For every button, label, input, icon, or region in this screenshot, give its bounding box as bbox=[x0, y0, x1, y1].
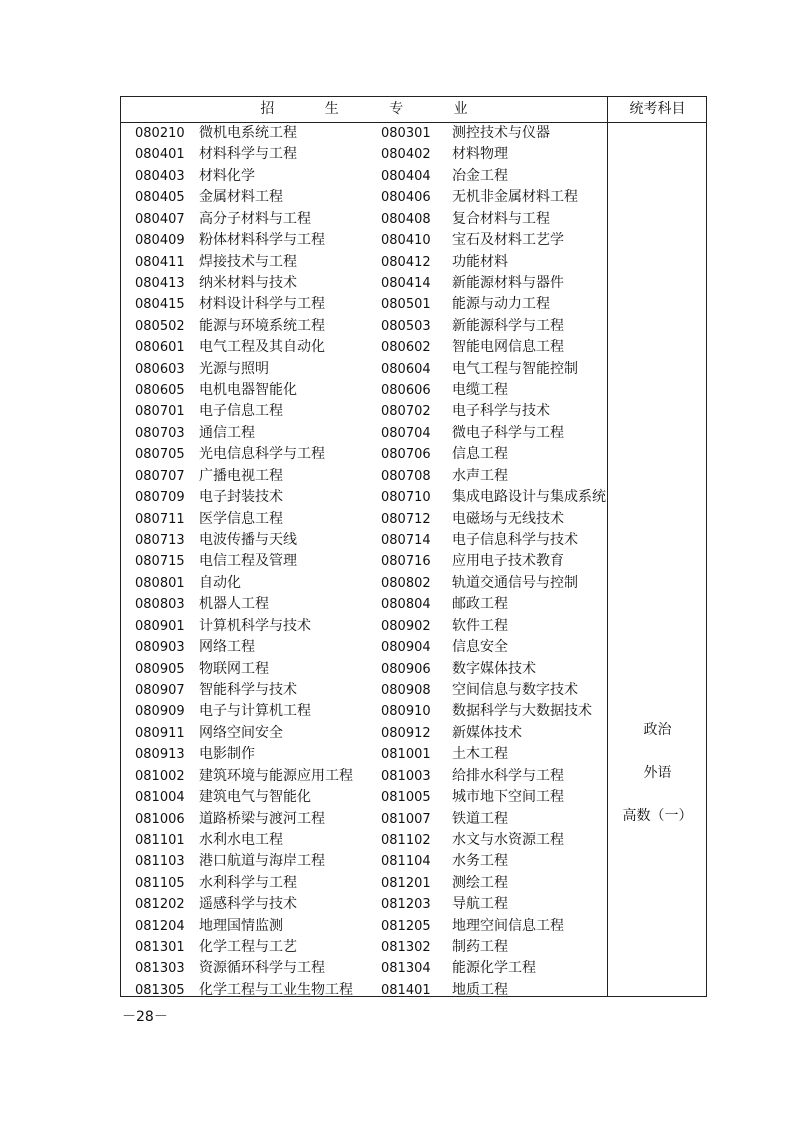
major-name: 测控技术与仪器 bbox=[452, 125, 550, 141]
major-code: 080716 bbox=[381, 554, 431, 570]
major-code: 080803 bbox=[135, 597, 185, 613]
major-name: 材料科学与工程 bbox=[199, 146, 297, 163]
major-name: 水声工程 bbox=[452, 467, 508, 484]
table-row bbox=[121, 851, 607, 872]
exam-subject-politics: 政治 bbox=[643, 722, 672, 738]
major-name: 能源化学工程 bbox=[452, 960, 536, 977]
header-majors bbox=[121, 97, 607, 122]
major-name: 化学工程与工艺 bbox=[199, 939, 297, 956]
major-code: 080407 bbox=[135, 211, 185, 227]
table-row bbox=[121, 337, 607, 358]
major-code: 080704 bbox=[381, 425, 431, 441]
major-name: 建筑电气与智能化 bbox=[199, 789, 311, 806]
table-row bbox=[121, 616, 607, 637]
major-code: 080710 bbox=[381, 490, 431, 506]
major-name: 智能科学与技术 bbox=[199, 681, 297, 698]
major-name: 电波传播与天线 bbox=[199, 532, 297, 549]
table-row bbox=[121, 444, 607, 465]
table-row bbox=[121, 830, 607, 851]
major-code: 081102 bbox=[381, 832, 431, 848]
major-code: 080906 bbox=[381, 661, 431, 677]
header-major-char: 专 bbox=[389, 101, 404, 117]
major-code: 080503 bbox=[381, 318, 431, 334]
major-name: 能源与动力工程 bbox=[452, 296, 550, 313]
major-name: 纳米材料与技术 bbox=[199, 274, 297, 291]
table-row bbox=[121, 380, 607, 401]
major-code: 080910 bbox=[381, 704, 431, 720]
major-code: 081001 bbox=[381, 747, 431, 763]
major-name: 电气工程及其自动化 bbox=[199, 339, 325, 356]
major-code: 081305 bbox=[135, 982, 185, 998]
major-code: 080701 bbox=[135, 404, 185, 420]
major-name: 数字媒体技术 bbox=[452, 660, 536, 677]
major-code: 080409 bbox=[135, 233, 185, 249]
major-code: 080714 bbox=[381, 533, 431, 549]
major-name: 道路桥梁与渡河工程 bbox=[199, 810, 325, 827]
major-code: 080605 bbox=[135, 383, 185, 399]
major-name: 地质工程 bbox=[452, 981, 508, 998]
table-row bbox=[121, 294, 607, 315]
major-name: 计算机科学与技术 bbox=[199, 617, 311, 634]
table-row bbox=[121, 466, 607, 487]
major-name: 水利水电工程 bbox=[199, 831, 283, 848]
table-row bbox=[121, 187, 607, 208]
major-code: 080410 bbox=[381, 233, 431, 249]
table-row bbox=[121, 273, 607, 294]
major-name: 轨道交通信号与控制 bbox=[452, 574, 578, 591]
major-code: 080210 bbox=[135, 126, 185, 141]
major-code: 080703 bbox=[135, 425, 185, 441]
major-code: 080711 bbox=[135, 511, 185, 527]
table-row bbox=[121, 166, 607, 187]
major-name: 电缆工程 bbox=[452, 382, 508, 399]
major-name: 新能源材料与器件 bbox=[452, 274, 564, 291]
major-name: 通信工程 bbox=[199, 424, 255, 441]
major-name: 电信工程及管理 bbox=[199, 553, 297, 570]
major-name: 给排水科学与工程 bbox=[452, 767, 564, 784]
table-row bbox=[121, 209, 607, 230]
major-code: 080412 bbox=[381, 254, 431, 270]
major-code: 081203 bbox=[381, 897, 431, 913]
major-name: 建筑环境与能源应用工程 bbox=[199, 767, 353, 784]
major-code: 081302 bbox=[381, 940, 431, 956]
table-row bbox=[121, 316, 607, 337]
major-name: 化学工程与工业生物工程 bbox=[199, 981, 353, 998]
major-name: 物联网工程 bbox=[199, 660, 269, 677]
major-name: 软件工程 bbox=[452, 617, 508, 634]
major-code: 081301 bbox=[135, 940, 185, 956]
major-code: 081201 bbox=[381, 875, 431, 891]
major-code: 080802 bbox=[381, 575, 431, 591]
major-code: 080712 bbox=[381, 511, 431, 527]
major-name: 电子与计算机工程 bbox=[199, 703, 311, 720]
major-code: 080413 bbox=[135, 275, 185, 291]
majors-list bbox=[121, 123, 607, 1001]
major-code: 081401 bbox=[381, 982, 431, 998]
major-name: 宝石及材料工艺学 bbox=[452, 232, 564, 249]
major-code: 080408 bbox=[381, 211, 431, 227]
major-code: 080713 bbox=[135, 533, 185, 549]
major-name: 网络工程 bbox=[199, 639, 255, 656]
major-code: 080903 bbox=[135, 640, 185, 656]
table-row bbox=[121, 144, 607, 165]
exam-subject-math: 高数（一） bbox=[622, 808, 693, 824]
major-code: 080901 bbox=[135, 618, 185, 634]
major-code: 080604 bbox=[381, 361, 431, 377]
table-row bbox=[121, 894, 607, 915]
major-name: 网络空间安全 bbox=[199, 724, 283, 741]
major-code: 080705 bbox=[135, 447, 185, 463]
major-code: 081105 bbox=[135, 875, 185, 891]
major-code: 080415 bbox=[135, 297, 185, 313]
major-name: 广播电视工程 bbox=[199, 467, 283, 484]
table-row bbox=[121, 937, 607, 958]
major-code: 081303 bbox=[135, 961, 185, 977]
major-name: 材料化学 bbox=[199, 167, 255, 184]
header-major-char: 业 bbox=[453, 101, 468, 117]
major-code: 080502 bbox=[135, 318, 185, 334]
major-code: 080907 bbox=[135, 682, 185, 698]
major-code: 080406 bbox=[381, 190, 431, 206]
major-name: 材料物理 bbox=[452, 146, 508, 163]
table-row bbox=[121, 594, 607, 615]
major-code: 081205 bbox=[381, 918, 431, 934]
major-code: 081103 bbox=[135, 854, 185, 870]
major-code: 081006 bbox=[135, 811, 185, 827]
major-code: 080501 bbox=[381, 297, 431, 313]
table-row bbox=[121, 401, 607, 422]
major-name: 粉体材料科学与工程 bbox=[199, 232, 325, 249]
major-code: 080905 bbox=[135, 661, 185, 677]
table-row bbox=[121, 123, 607, 144]
table-row bbox=[121, 573, 607, 594]
major-code: 081104 bbox=[381, 854, 431, 870]
major-name: 应用电子技术教育 bbox=[452, 553, 564, 570]
table-row bbox=[121, 680, 607, 701]
table-row bbox=[121, 723, 607, 744]
major-name: 焊接技术与工程 bbox=[199, 253, 297, 270]
major-code: 080606 bbox=[381, 383, 431, 399]
major-code: 080405 bbox=[135, 190, 185, 206]
page-number: －28－ bbox=[122, 1009, 168, 1025]
major-code: 080908 bbox=[381, 682, 431, 698]
major-name: 地理国情监测 bbox=[199, 917, 283, 934]
major-name: 信息工程 bbox=[452, 446, 508, 463]
major-code: 080301 bbox=[381, 126, 431, 141]
table-row bbox=[121, 230, 607, 251]
major-name: 无机非金属材料工程 bbox=[452, 189, 578, 206]
major-name: 功能材料 bbox=[452, 253, 508, 270]
major-name: 电机电器智能化 bbox=[199, 382, 297, 399]
major-name: 智能电网信息工程 bbox=[452, 339, 564, 356]
major-name: 邮政工程 bbox=[452, 596, 508, 613]
major-name: 水文与水资源工程 bbox=[452, 831, 564, 848]
major-name: 新能源科学与工程 bbox=[452, 317, 564, 334]
major-code: 081101 bbox=[135, 832, 185, 848]
major-name: 金属材料工程 bbox=[199, 189, 283, 206]
major-code: 080912 bbox=[381, 725, 431, 741]
major-code: 080709 bbox=[135, 490, 185, 506]
major-name: 光电信息科学与工程 bbox=[199, 446, 325, 463]
major-code: 080902 bbox=[381, 618, 431, 634]
major-name: 自动化 bbox=[199, 574, 241, 591]
major-code: 080601 bbox=[135, 340, 185, 356]
major-code: 080706 bbox=[381, 447, 431, 463]
major-name: 电磁场与无线技术 bbox=[452, 510, 564, 527]
major-name: 电子信息科学与技术 bbox=[452, 532, 578, 549]
major-code: 080804 bbox=[381, 597, 431, 613]
major-name: 电子封装技术 bbox=[199, 489, 283, 506]
table-row bbox=[121, 766, 607, 787]
major-name: 资源循环科学与工程 bbox=[199, 960, 325, 977]
major-name: 微机电系统工程 bbox=[199, 125, 297, 141]
table-row bbox=[121, 423, 607, 444]
majors-table bbox=[120, 96, 707, 997]
major-code: 081004 bbox=[135, 790, 185, 806]
column-divider bbox=[607, 97, 608, 996]
exam-subject-foreign-language: 外语 bbox=[643, 765, 672, 781]
major-name: 港口航道与海岸工程 bbox=[199, 853, 325, 870]
major-code: 081002 bbox=[135, 768, 185, 784]
header-major-char: 招 bbox=[260, 101, 275, 117]
major-code: 080403 bbox=[135, 168, 185, 184]
major-code: 080401 bbox=[135, 147, 185, 163]
major-name: 电气工程与智能控制 bbox=[452, 360, 578, 377]
table-row bbox=[121, 701, 607, 722]
table-row bbox=[121, 551, 607, 572]
major-name: 集成电路设计与集成系统 bbox=[452, 489, 606, 506]
table-row bbox=[121, 509, 607, 530]
table-row bbox=[121, 980, 607, 1001]
table-row bbox=[121, 916, 607, 937]
table-row bbox=[121, 958, 607, 979]
major-code: 080801 bbox=[135, 575, 185, 591]
major-name: 水利科学与工程 bbox=[199, 874, 297, 891]
major-name: 导航工程 bbox=[452, 896, 508, 913]
table-row bbox=[121, 637, 607, 658]
major-name: 能源与环境系统工程 bbox=[199, 317, 325, 334]
major-name: 高分子材料与工程 bbox=[199, 210, 311, 227]
major-code: 080904 bbox=[381, 640, 431, 656]
major-code: 080603 bbox=[135, 361, 185, 377]
major-code: 081204 bbox=[135, 918, 185, 934]
major-code: 080913 bbox=[135, 747, 185, 763]
table-row bbox=[121, 873, 607, 894]
major-code: 080414 bbox=[381, 275, 431, 291]
major-name: 地理空间信息工程 bbox=[452, 917, 564, 934]
major-name: 冶金工程 bbox=[452, 167, 508, 184]
major-code: 080909 bbox=[135, 704, 185, 720]
major-name: 电子信息工程 bbox=[199, 403, 283, 420]
table-row bbox=[121, 487, 607, 508]
major-name: 制药工程 bbox=[452, 939, 508, 956]
major-name: 电影制作 bbox=[199, 746, 255, 763]
major-name: 机器人工程 bbox=[199, 596, 269, 613]
table-row bbox=[121, 787, 607, 808]
major-code: 080404 bbox=[381, 168, 431, 184]
major-code: 080702 bbox=[381, 404, 431, 420]
table-row bbox=[121, 659, 607, 680]
major-code: 081007 bbox=[381, 811, 431, 827]
major-name: 电子科学与技术 bbox=[452, 403, 550, 420]
major-name: 城市地下空间工程 bbox=[452, 789, 564, 806]
major-name: 新媒体技术 bbox=[452, 724, 522, 741]
major-code: 080708 bbox=[381, 468, 431, 484]
major-code: 080602 bbox=[381, 340, 431, 356]
major-code: 080911 bbox=[135, 725, 185, 741]
major-name: 光源与照明 bbox=[199, 360, 269, 377]
major-name: 复合材料与工程 bbox=[452, 210, 550, 227]
major-code: 080402 bbox=[381, 147, 431, 163]
major-code: 081003 bbox=[381, 768, 431, 784]
major-code: 080715 bbox=[135, 554, 185, 570]
major-code: 080411 bbox=[135, 254, 185, 270]
major-name: 数据科学与大数据技术 bbox=[452, 703, 592, 720]
major-name: 水务工程 bbox=[452, 853, 508, 870]
major-code: 081202 bbox=[135, 897, 185, 913]
major-code: 080707 bbox=[135, 468, 185, 484]
header-exam-subjects: 统考科目 bbox=[629, 101, 686, 117]
major-code: 081005 bbox=[381, 790, 431, 806]
major-name: 测绘工程 bbox=[452, 874, 508, 891]
major-name: 遥感科学与技术 bbox=[199, 896, 297, 913]
table-row bbox=[121, 359, 607, 380]
major-name: 材料设计科学与工程 bbox=[199, 296, 325, 313]
table-row bbox=[121, 252, 607, 273]
major-name: 铁道工程 bbox=[452, 810, 508, 827]
header-major-char: 生 bbox=[324, 101, 339, 117]
major-name: 信息安全 bbox=[452, 639, 508, 656]
major-name: 微电子科学与工程 bbox=[452, 424, 564, 441]
major-name: 医学信息工程 bbox=[199, 510, 283, 527]
table-row bbox=[121, 809, 607, 830]
table-row bbox=[121, 744, 607, 765]
table-row bbox=[121, 530, 607, 551]
major-code: 081304 bbox=[381, 961, 431, 977]
major-name: 空间信息与数字技术 bbox=[452, 681, 578, 698]
major-name: 土木工程 bbox=[452, 746, 508, 763]
